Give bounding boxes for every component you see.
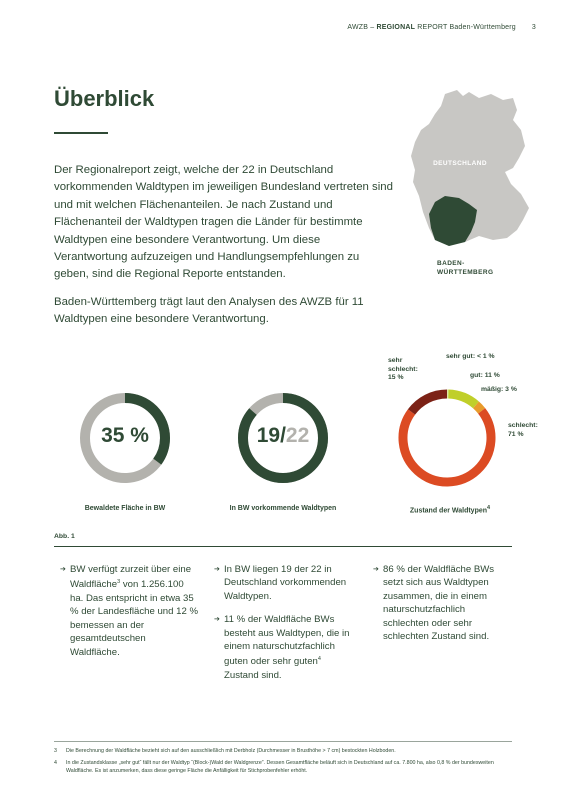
arrow-icon: ➔ [60, 566, 66, 573]
footnote-ref: 3 [117, 579, 121, 586]
label-gut: gut: 11 % [470, 372, 500, 379]
map-label-bw [437, 260, 493, 277]
bullet-item [214, 613, 352, 682]
condition-caption-text: Zustand der Waldtypen [409, 507, 488, 515]
forest-types-value-total: 22 [285, 424, 310, 447]
label-schlecht-line1: schlecht: [508, 422, 538, 429]
header-bold: REGIONAL [376, 24, 416, 31]
figure-label: Abb. 1 [54, 533, 75, 540]
germany-map [405, 84, 535, 254]
page-title: Überblick [54, 86, 155, 111]
footnote-3 [54, 747, 516, 755]
bullet-text: 11 % der Waldfläche BWs besteht aus Waldtypen, die in einem naturschutzfachlich guten oder sehr guten [224, 614, 350, 668]
condition-donut-chart [397, 388, 497, 488]
map-label-bw-line2: WÜRTTEMBERG [437, 268, 494, 276]
footnote-text: In die Zustandsklasse „sehr gut“ fällt nur der Waldtyp “(Block-)Wald der Waldgrenze”. Dessen Gesamtfläche beläuft sich in Deutschland auf ca. 7.800 ha, also 0,8 % der bundesweiten Waldfläche. Es ist anzumerken, dass diese geringe Fläche die Anfälligkeit für Stichprobenfehler erhöht. [66, 760, 494, 774]
bullet-text-rest: Zustand sind. [224, 670, 282, 682]
bullet-item [60, 563, 198, 659]
title-underline [54, 132, 108, 134]
figure-rule [54, 546, 512, 547]
footnote-ref: 4 [317, 656, 321, 663]
column-2 [214, 563, 352, 692]
forest-types-value [237, 424, 329, 448]
page-header [347, 24, 536, 31]
pie-slice-mäßig [476, 405, 482, 411]
footnote-number: 4 [54, 760, 57, 766]
footnote-number: 3 [54, 748, 57, 754]
pie-slice-schlecht [403, 411, 491, 482]
intro-paragraph-2: Baden-Württemberg trägt laut den Analysen des AWZB für 11 Waldtypen eine besondere Verantwortung. [54, 296, 364, 326]
label-sehr-gut: sehr gut: < 1 % [446, 353, 495, 360]
bullet-text: 86 % der Waldfläche BWs setzt sich aus Waldtypen zusammen, die in einem naturschutzfachlich schlechten oder sehr schlechten Zustand sind. [383, 564, 495, 643]
column-1 [60, 563, 198, 669]
footnote-4 [54, 759, 516, 775]
label-maessig: mäßig: 3 % [481, 386, 517, 393]
footnote-text: Die Berechnung der Waldfläche bezieht sich auf den ausschließlich mit Derbholz (Durchmesser in Brusthöhe > 7 cm) bestockten Holzboden. [66, 748, 396, 754]
bullet-text: BW verfügt zurzeit über eine Waldfläche [70, 564, 192, 591]
label-sehr-schlecht-line1: sehr [388, 357, 403, 364]
bullet-text-rest: von 1.256.100 ha. Das entspricht in etwa 35 % der Landesfläche und 12 % bemessen an der gesamtdeutschen Waldfläche. [70, 579, 199, 658]
arrow-icon: ➔ [214, 616, 220, 624]
forest-area-caption: Bewaldete Fläche in BW [84, 505, 166, 512]
bullet-item [214, 563, 352, 603]
column-3 [373, 563, 511, 653]
label-sehr-schlecht [388, 357, 418, 383]
condition-caption [390, 505, 510, 514]
label-sehr-schlecht-line2: schlecht: [388, 365, 418, 373]
header-suffix: REPORT Baden-Württemberg [415, 24, 516, 31]
map-label-bw-line1: BADEN- [437, 260, 465, 267]
pie-slice-sehr-schlecht [412, 394, 447, 412]
label-schlecht-line2: 71 % [508, 430, 524, 438]
bullet-text: In BW liegen 19 der 22 in Deutschland vorkommenden Waldtypen. [224, 564, 347, 602]
intro-paragraph: Der Regionalreport zeigt, welche der 22 in Deutschland vorkommenden Waldtypen im jeweiligen Bundesland vertreten sind und mit welchen Flächenanteilen. Je nach Zustand und Flächenanteil der Waldtypen tragen die Länder für bestimmte Waldtypen eine besondere Verantwortung. Um diese Verantwortung aufzuzeigen und Handlungsempfehlungen zu geben, sind die Regional Reporte entstanden. [54, 164, 393, 281]
page-number: 3 [531, 24, 536, 31]
pie-slice-gut [448, 394, 476, 405]
arrow-icon: ➔ [214, 566, 220, 573]
forest-types-value-main: 19/ [256, 424, 286, 447]
arrow-icon: ➔ [373, 566, 379, 573]
map-label-germany: DEUTSCHLAND [433, 160, 487, 167]
forest-types-caption: In BW vorkommende Waldtypen [229, 505, 337, 512]
condition-caption-sup: 4 [487, 505, 491, 511]
header-prefix: AWZB – [347, 24, 377, 31]
forest-area-value: 35 % [101, 424, 149, 447]
label-schlecht [508, 422, 538, 439]
bullet-item [373, 563, 511, 643]
footnote-rule [54, 741, 512, 742]
label-sehr-schlecht-line3: 15 % [388, 374, 404, 382]
